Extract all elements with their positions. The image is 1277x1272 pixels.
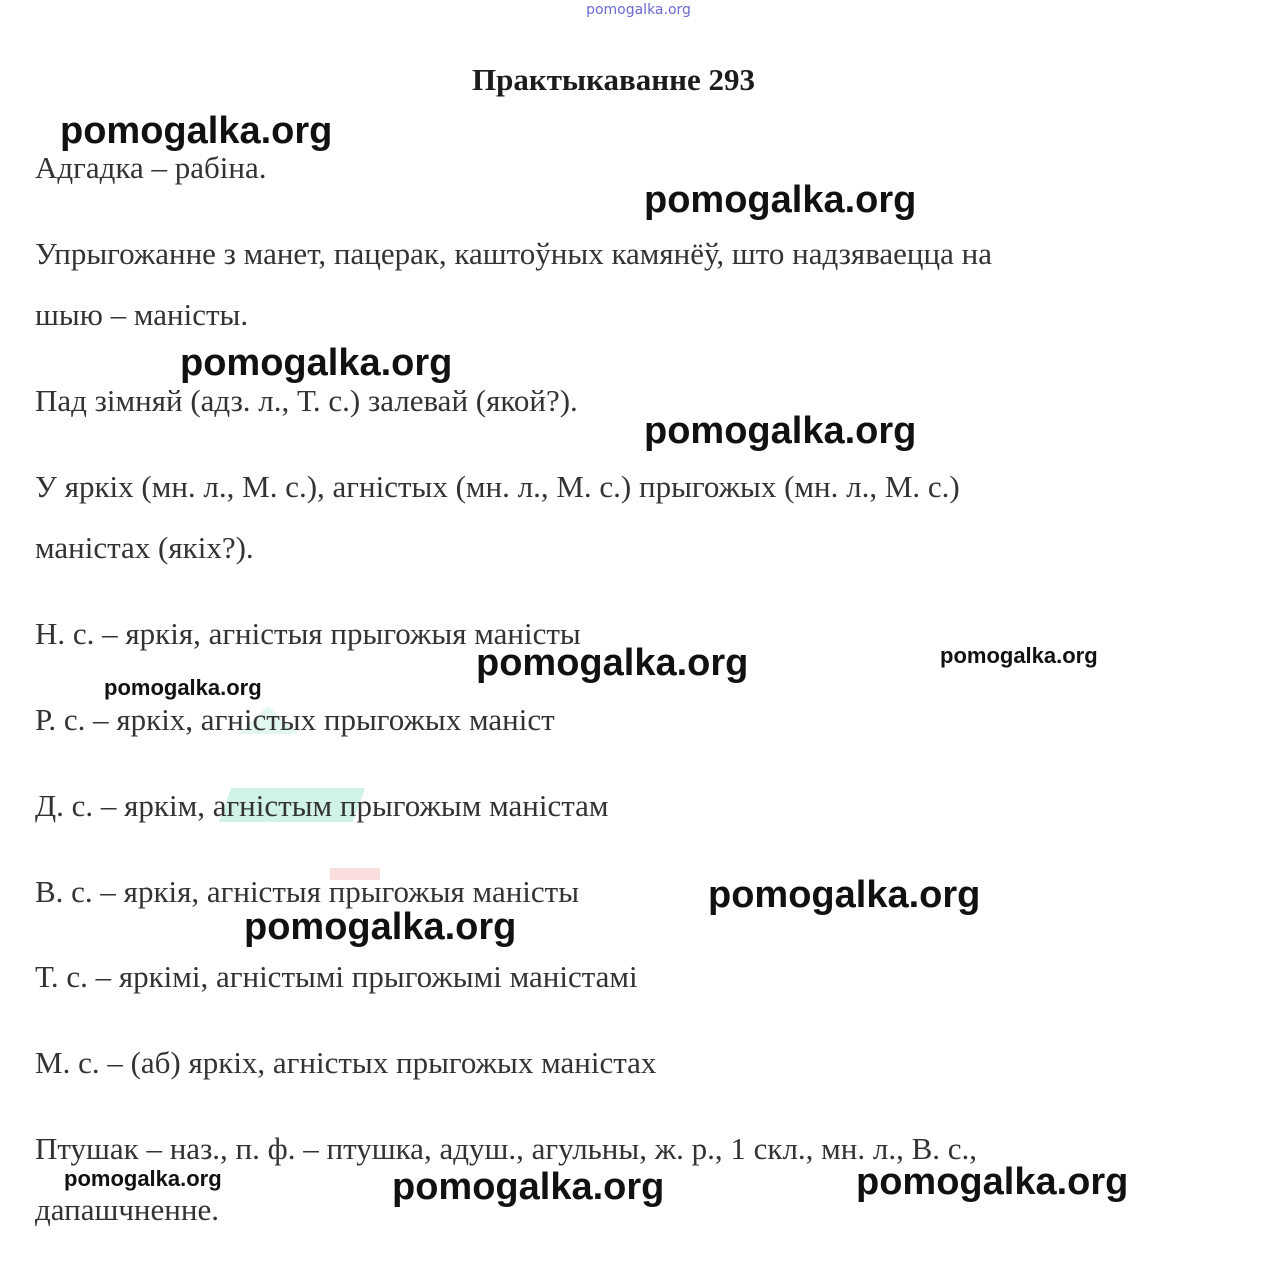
text-line: Д. с. – яркім, агністым прыгожым маністам [35,788,609,823]
watermark: pomogalka.org [64,1166,222,1191]
watermark: pomogalka.org [244,906,517,948]
page-title: Практыкаванне 293 [471,62,755,97]
site-watermark-top: pomogalka.org [586,2,691,18]
text-line: маністах (якіх?). [35,530,254,565]
watermark: pomogalka.org [856,1161,1129,1203]
text-line: М. с. – (аб) яркіх, агністых прыгожых маністах [35,1045,657,1080]
watermark: pomogalka.org [392,1166,665,1208]
text-line: В. с. – яркія, агністыя прыгожыя маністы [35,874,580,909]
text-line: У яркіх (мн. л., М. с.), агністых (мн. л., М. с.) прыгожых (мн. л., М. с.) [35,469,960,504]
watermark: pomogalka.org [476,642,749,684]
watermark: pomogalka.org [708,874,981,916]
text-line: Пад зімняй (адз. л., Т. с.) залевай (якой?). [35,383,578,418]
text-line: Упрыгожанне з манет, пацерак, каштоўных камянёў, што надзяваецца на [35,236,992,271]
watermark: pomogalka.org [644,179,917,221]
text-line: Адгадка – рабіна. [35,150,267,185]
text-line: Птушак – наз., п. ф. – птушка, адуш., агульны, ж. р., 1 скл., мн. л., В. с., [35,1131,978,1166]
watermark: pomogalka.org [940,643,1098,668]
text-line: дапашчненне. [35,1192,219,1227]
text-line: Н. с. – яркія, агністыя прыгожыя маністы [35,616,581,651]
watermark: pomogalka.org [104,675,262,700]
text-line: Р. с. – яркіх, агністых прыгожых маніст [35,702,555,737]
text-line: шыю – маністы. [35,297,249,332]
watermark: pomogalka.org [644,410,917,452]
watermark: pomogalka.org [180,342,453,384]
text-line: Т. с. – яркімі, агністымі прыгожымі маністамі [35,959,638,994]
watermark: pomogalka.org [60,110,333,152]
